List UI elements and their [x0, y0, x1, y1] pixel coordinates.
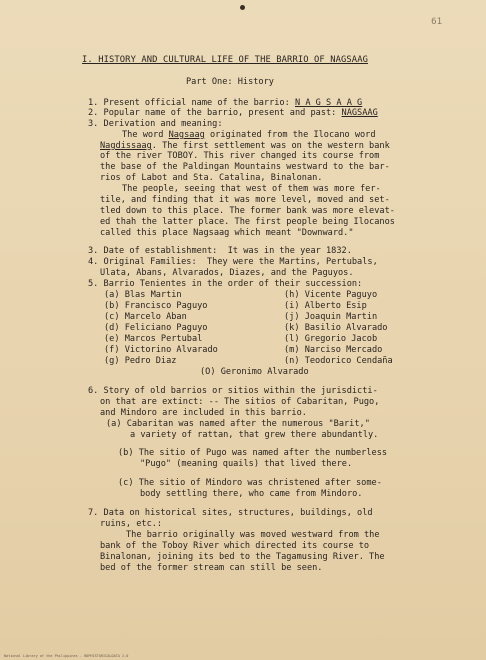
item-6-line: 6. Story of old barrios or sitios within the jurisdicti-: [88, 386, 378, 396]
item-1-prefix: 1. Present official name of the barrio:: [88, 98, 295, 108]
item-3-line: called this place Nagsaag which meant "Downward.": [100, 228, 354, 238]
item-3-line: The people, seeing that west of them was more fer-: [122, 184, 381, 194]
teniente-right: (k) Basilio Alvarado: [284, 323, 388, 333]
item-6-line: and Mindoro are included in this barrio.: [100, 408, 307, 418]
page-number: 61: [431, 17, 442, 27]
teniente-left: (b) Francisco Paguyo: [104, 301, 208, 311]
item-5-heading: 5. Barrio Tenientes in the order of their succession:: [88, 279, 363, 289]
teniente-right: (n) Teodorico Cendaña: [284, 356, 393, 366]
document-title: I. HISTORY AND CULTURAL LIFE OF THE BARRIO OF NAGSAAG: [82, 55, 368, 65]
item-3-line: tled down to this place. The former bank was more elevat-: [100, 206, 395, 216]
item-6-c: body settling there, who came from Mindoro.: [140, 489, 363, 499]
item-6-b: (b) The sitio of Pugo was named after the numberless: [118, 448, 388, 458]
text-span: The word: [122, 130, 169, 140]
item-7-line: bed of the former stream can still be seen.: [100, 563, 323, 573]
footer-credit: National Library of the Philippines - HDPHISTORICALDATA 2.0: [4, 654, 129, 658]
item-3-line: the base of the Paldingan Mountains westward to the bar-: [100, 162, 390, 172]
teniente-left: (c) Marcelo Aban: [104, 312, 187, 322]
item-2: [88, 108, 378, 119]
item-3-line: ed thah the latter place. The first people being Ilocanos: [100, 217, 395, 227]
item-3-date: 3. Date of establishment: It was in the year 1832.: [88, 246, 352, 256]
item-6-b: "Pugo" (meaning quails) that lived there.: [140, 459, 353, 469]
item-7-line: Binalonan, joining its bed to the Tagamusing River. The: [100, 552, 385, 562]
part-heading: Part One: History: [186, 77, 274, 87]
teniente-left: (d) Feliciano Paguyo: [104, 323, 208, 333]
item-1-value: N A G S A A G: [294, 98, 363, 108]
item-2-value: NAGSAAG: [341, 108, 378, 118]
item-3-heading: 3. Derivation and meaning:: [88, 119, 223, 129]
teniente-right: (i) Alberto Esip: [284, 301, 367, 311]
item-4-line: Ulata, Abans, Alvarados, Diazes, and the Paguyos.: [100, 268, 354, 278]
item-2-prefix: 2. Popular name of the barrio, present and past:: [88, 108, 342, 118]
item-3-line: tile, and finding that it was more level, moved and set-: [100, 195, 390, 205]
item-3-line: [122, 130, 376, 141]
teniente-left: (f) Victorino Alvarado: [104, 345, 218, 355]
teniente-right: (j) Joaquin Martin: [284, 312, 378, 322]
nagdissaag-word: Nagdissaag: [100, 141, 152, 151]
teniente-right: (m) Narciso Mercado: [284, 345, 383, 355]
teniente-right: (l) Gregorio Jacob: [284, 334, 378, 344]
teniente-left: (e) Marcos Pertubal: [104, 334, 203, 344]
item-7-line: bank of the Toboy River which directed its course to: [100, 541, 370, 551]
nagsaag-word: Nagsaag: [168, 130, 205, 140]
item-4-line: 4. Original Families: They were the Martins, Pertubals,: [88, 257, 378, 267]
item-7-line: 7. Data on historical sites, structures, buildings, old: [88, 508, 373, 518]
teniente-right: (h) Vicente Paguyo: [284, 290, 378, 300]
item-6-a: a variety of rattan, that grew there abundantly.: [130, 430, 379, 440]
teniente-left: (g) Pedro Diaz: [104, 356, 177, 366]
item-6-a: (a) Cabaritan was named after the numerous "Barit,": [106, 419, 370, 429]
teniente-left: (a) Blas Martin: [104, 290, 182, 300]
teniente-last: (O) Geronimo Alvarado: [200, 367, 309, 377]
item-6-line: on that are extinct: -- The sitios of Cabaritan, Pugo,: [100, 397, 380, 407]
item-3-line: of the river TOBOY. This river changed its course from: [100, 151, 380, 161]
text-span: . The first settlement was on the western bank: [151, 141, 390, 151]
item-7-line: The barrio originally was moved westward from the: [126, 530, 380, 540]
item-3-line: rios of Labot and Sta. Catalina, Binalonan.: [100, 173, 323, 183]
text-span: originated from the Ilocano word: [204, 130, 376, 140]
item-6-c: (c) The sitio of Mindoro was christened after some-: [118, 478, 382, 488]
item-7-line: ruins, etc.:: [100, 519, 163, 529]
